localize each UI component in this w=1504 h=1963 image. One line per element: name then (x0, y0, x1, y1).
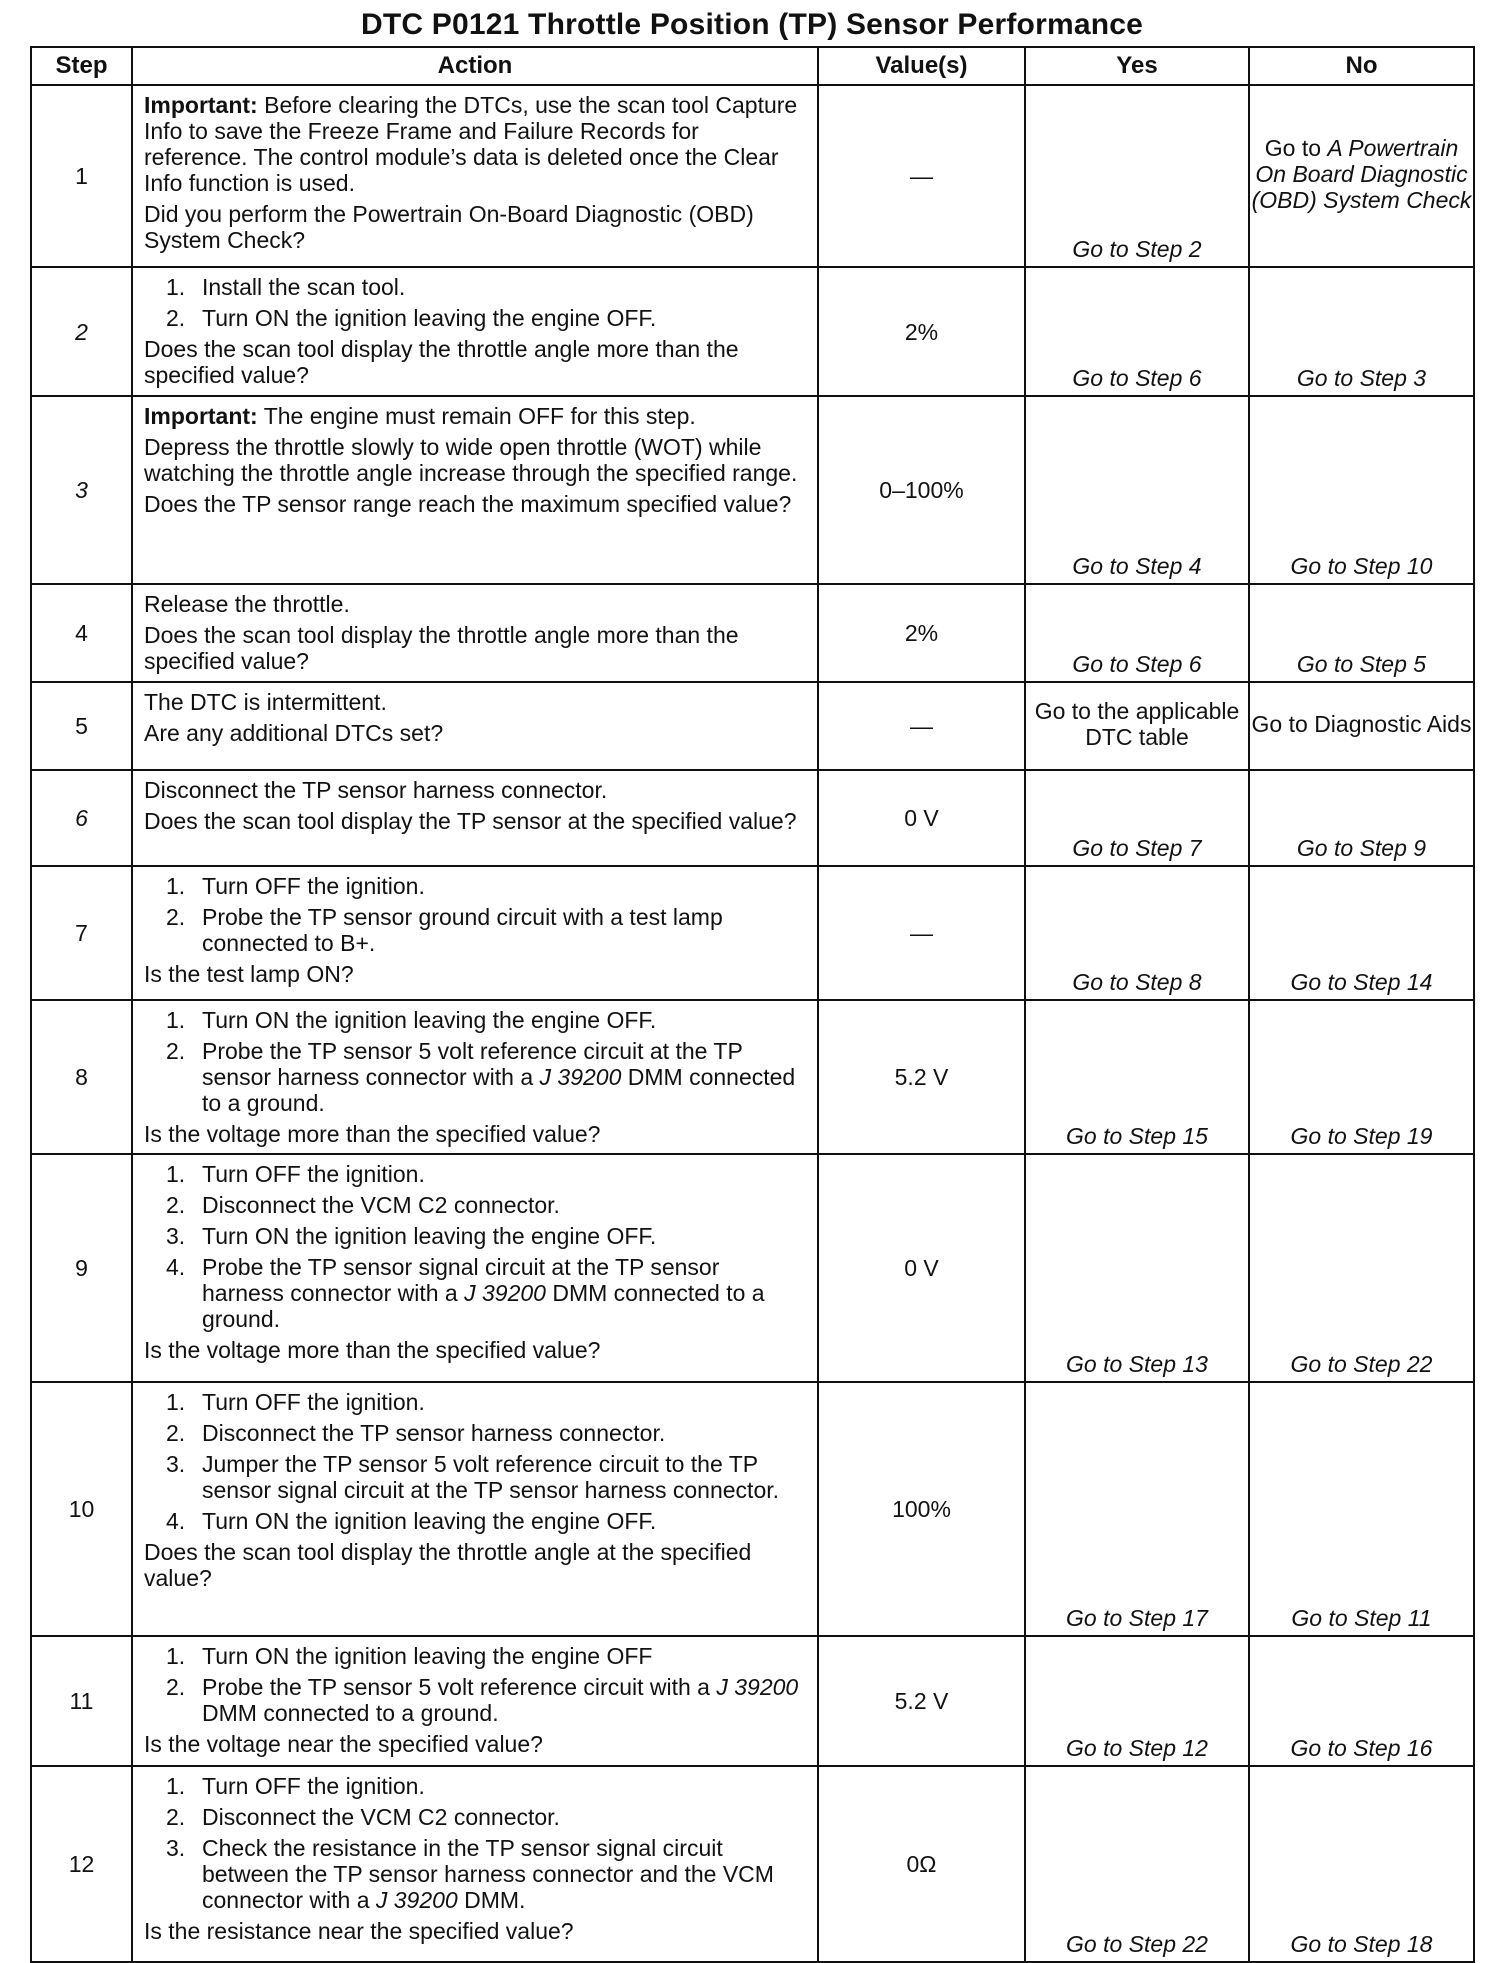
table-row (31, 396, 1474, 584)
action-item: 3. Check the resistance in the TP sensor signal circuit between the TP sensor harness connector and the VCM connector with a J 39200 DMM. (166, 1835, 774, 1913)
action-item: 3. Turn ON the ignition leaving the engine OFF. (166, 1223, 657, 1249)
header-no: No (1249, 47, 1474, 85)
action-question: Does the TP sensor range reach the maximum specified value? (144, 491, 792, 517)
value-cell: — (818, 682, 1025, 770)
table-row (31, 85, 1474, 267)
diagnostic-table (30, 46, 1475, 1963)
important-note (144, 92, 807, 196)
no-cell: Go to Step 5 (1249, 584, 1474, 682)
no-cell: Go to Step 16 (1249, 1636, 1474, 1766)
step-number: 12 (31, 1766, 132, 1962)
value-cell: 5.2 V (818, 1000, 1025, 1154)
action-text: The DTC is intermittent. (144, 689, 387, 715)
action-cell (132, 1636, 818, 1766)
action-question: Does the scan tool display the throttle angle more than the specified value? (144, 336, 739, 388)
action-item: 1. Install the scan tool. (166, 274, 406, 300)
value-cell: — (818, 85, 1025, 267)
action-question: Does the scan tool display the TP sensor at the specified value? (144, 808, 797, 834)
no-cell: Go to Step 14 (1249, 866, 1474, 1000)
step-number: 5 (31, 682, 132, 770)
value-cell: 0–100% (818, 396, 1025, 584)
value-cell: 2% (818, 267, 1025, 396)
action-item: 4. Probe the TP sensor signal circuit at the TP sensor harness connector with a J 39200 DMM connected to a ground. (166, 1254, 765, 1332)
action-cell (132, 85, 818, 267)
value-cell: 0Ω (818, 1766, 1025, 1962)
action-item: 2. Disconnect the VCM C2 connector. (166, 1804, 560, 1830)
action-cell (132, 267, 818, 396)
page-title: DTC P0121 Throttle Position (TP) Sensor Performance (360, 8, 1144, 41)
action-cell (132, 584, 818, 682)
value-cell: 2% (818, 584, 1025, 682)
value-cell: 0 V (818, 770, 1025, 866)
action-question: Is the resistance near the specified value? (144, 1918, 574, 1944)
table-row (31, 1000, 1474, 1154)
table-header-row (31, 47, 1474, 85)
no-cell: Go to Step 18 (1249, 1766, 1474, 1962)
action-item: 1. Turn OFF the ignition. (166, 1161, 425, 1187)
action-cell (132, 1154, 818, 1382)
step-number: 9 (31, 1154, 132, 1382)
tool-reference: J 39200 (464, 1280, 546, 1306)
no-prefix: Go to (1264, 135, 1328, 161)
action-text: Release the throttle. (144, 591, 350, 617)
table-row (31, 1382, 1474, 1636)
action-item: 1. Turn OFF the ignition. (166, 1773, 425, 1799)
yes-cell: Go to Step 6 (1025, 584, 1249, 682)
table-row (31, 770, 1474, 866)
action-item: 3. Jumper the TP sensor 5 volt reference circuit to the TP sensor signal circuit at the TP sensor harness connector. (166, 1451, 780, 1503)
step-number: 4 (31, 584, 132, 682)
table-row (31, 1766, 1474, 1962)
action-item: 1. Turn OFF the ignition. (166, 1389, 425, 1415)
table-row (31, 682, 1474, 770)
yes-cell: Go to Step 8 (1025, 866, 1249, 1000)
step-number: 10 (31, 1382, 132, 1636)
tool-reference: J 39200 (716, 1674, 799, 1700)
header-values: Value(s) (818, 47, 1025, 85)
no-cell: Go to Step 10 (1249, 396, 1474, 584)
action-question: Does the scan tool display the throttle angle more than the specified value? (144, 622, 739, 674)
no-cell: Go to Step 19 (1249, 1000, 1474, 1154)
action-question: Did you perform the Powertrain On-Board Diagnostic (OBD) System Check? (144, 201, 754, 253)
important-text: Before clearing the DTCs, use the scan tool Capture Info to save the Freeze Frame and Failure Records for reference. The control module’s data is deleted once the Clear Info function is used. (144, 92, 798, 196)
important-label: Important: (144, 92, 258, 118)
action-question: Is the voltage more than the specified value? (144, 1121, 601, 1147)
action-cell (132, 396, 818, 584)
action-cell (132, 682, 818, 770)
action-item: 1. Turn OFF the ignition. (166, 873, 425, 899)
action-text: Disconnect the TP sensor harness connector. (144, 777, 608, 803)
value-cell: — (818, 866, 1025, 1000)
table-row (31, 584, 1474, 682)
step-number: 6 (31, 770, 132, 866)
tool-reference: J 39200 (375, 1887, 458, 1913)
action-question: Does the scan tool display the throttle angle at the specified value? (144, 1539, 752, 1591)
step-number: 1 (31, 85, 132, 267)
action-item: 2. Disconnect the VCM C2 connector. (166, 1192, 560, 1218)
no-cell: Go to Step 22 (1249, 1154, 1474, 1382)
action-item: 1. Turn ON the ignition leaving the engine OFF (166, 1643, 653, 1669)
no-cell: Go to Step 3 (1249, 267, 1474, 396)
action-question: Are any additional DTCs set? (144, 720, 444, 746)
yes-cell: Go to Step 12 (1025, 1636, 1249, 1766)
action-text: Depress the throttle slowly to wide open throttle (WOT) while watching the throttle angle increase through the specified range. (144, 434, 798, 486)
action-cell (132, 1382, 818, 1636)
action-cell (132, 1000, 818, 1154)
action-item: 2. Disconnect the TP sensor harness connector. (166, 1420, 666, 1446)
table-row (31, 267, 1474, 396)
step-number: 7 (31, 866, 132, 1000)
action-item: 2. Probe the TP sensor ground circuit with a test lamp connected to B+. (166, 904, 723, 956)
action-item: 4. Turn ON the ignition leaving the engine OFF. (166, 1508, 657, 1534)
action-cell (132, 770, 818, 866)
yes-cell: Go to Step 6 (1025, 267, 1249, 396)
action-cell (132, 866, 818, 1000)
header-yes: Yes (1025, 47, 1249, 85)
yes-cell: Go to Step 15 (1025, 1000, 1249, 1154)
step-number: 2 (31, 267, 132, 396)
yes-cell: Go to the applicable DTC table (1025, 682, 1249, 770)
action-item: 2. Probe the TP sensor 5 volt reference circuit with a J 39200 DMM connected to a ground. (166, 1674, 799, 1726)
yes-cell: Go to Step 2 (1025, 85, 1249, 267)
step-number: 8 (31, 1000, 132, 1154)
header-step: Step (31, 47, 132, 85)
no-cell: Go to Step 9 (1249, 770, 1474, 866)
value-cell: 100% (818, 1382, 1025, 1636)
table-row (31, 1154, 1474, 1382)
table-row (31, 1636, 1474, 1766)
tool-reference: J 39200 (539, 1064, 622, 1090)
header-action: Action (132, 47, 818, 85)
yes-cell: Go to Step 7 (1025, 770, 1249, 866)
yes-cell: Go to Step 22 (1025, 1766, 1249, 1962)
yes-cell: Go to Step 13 (1025, 1154, 1249, 1382)
no-cell (1249, 85, 1474, 267)
action-question: Is the voltage more than the specified value? (144, 1337, 601, 1363)
important-note: Important: The engine must remain OFF for this step. (144, 403, 696, 429)
action-item: 1. Turn ON the ignition leaving the engine OFF. (166, 1007, 657, 1033)
yes-cell: Go to Step 17 (1025, 1382, 1249, 1636)
no-cell: Go to Diagnostic Aids (1249, 682, 1474, 770)
step-number: 3 (31, 396, 132, 584)
action-item: 2. Turn ON the ignition leaving the engine OFF. (166, 305, 657, 331)
action-question: Is the test lamp ON? (144, 961, 354, 987)
no-link-title: A Powertrain On Board Diagnostic (OBD) System Check (1251, 135, 1472, 213)
yes-cell: Go to Step 4 (1025, 396, 1249, 584)
table-row (31, 866, 1474, 1000)
action-item: 2. Probe the TP sensor 5 volt reference circuit at the TP sensor harness connector with a J 39200 DMM connected to a ground. (166, 1038, 796, 1116)
value-cell: 5.2 V (818, 1636, 1025, 1766)
no-cell: Go to Step 11 (1249, 1382, 1474, 1636)
step-number: 11 (31, 1636, 132, 1766)
action-cell (132, 1766, 818, 1962)
value-cell: 0 V (818, 1154, 1025, 1382)
action-question: Is the voltage near the specified value? (144, 1731, 543, 1757)
